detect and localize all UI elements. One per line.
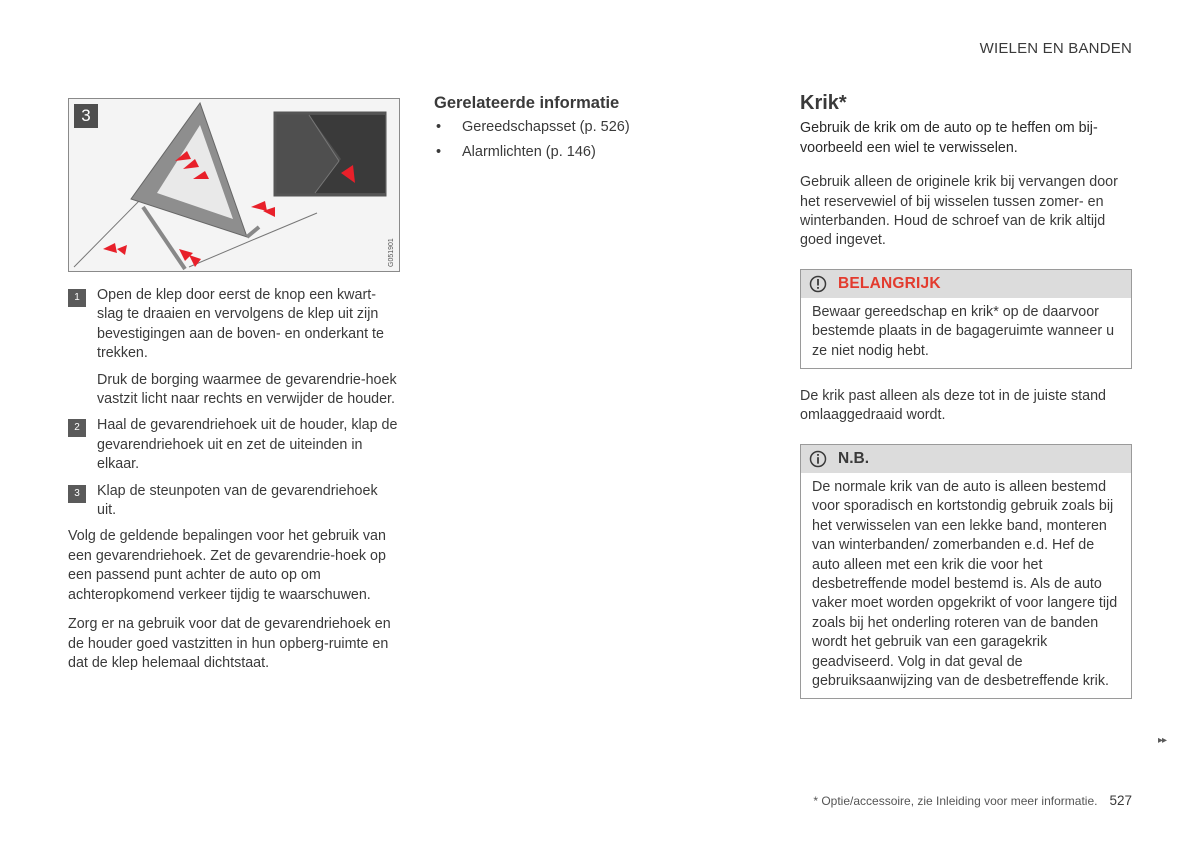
footnote: * Optie/accessoire, zie Inleiding voor meer informatie.	[813, 794, 1098, 808]
step-text: Klap de steunpoten van de gevarendriehoek uit.	[97, 482, 378, 519]
related-list	[434, 115, 764, 165]
step-number: 3	[68, 485, 86, 503]
paragraph: Zorg er na gebruik voor dat de gevarendriehoek en de houder goed vastzitten in hun opberg-ruimte en dat de klep helemaal dichtstaat.	[68, 616, 391, 671]
figure-code: G051901	[388, 238, 395, 267]
step-1	[68, 286, 400, 409]
section-intro: Gebruik de krik om de auto op te heffen om bij-voorbeeld een wiel te verwisselen.	[800, 120, 1098, 156]
note-box	[800, 444, 1132, 699]
paragraph: Gebruik alleen de originele krik bij vervangen door het reservewiel of bij wisselen tussen zomer- en winterbanden. Houd de schroef van de krik altijd goed ingevet.	[800, 174, 1118, 249]
exclamation-circle-icon	[809, 275, 827, 293]
related-link[interactable]: • Gereedschapsset (p. 526)	[434, 115, 764, 140]
page-number: 527	[1109, 793, 1132, 808]
important-header	[801, 270, 1131, 298]
step-text: Haal de gevarendriehoek uit de houder, klap de gevarendriehoek uit en zet de uiteinden in elkaar.	[97, 417, 398, 473]
continue-arrows-icon: ▸▸	[1157, 735, 1166, 746]
figure-badge: 3	[74, 104, 98, 128]
info-circle-icon	[809, 450, 827, 468]
section-title: Krik*	[800, 92, 847, 114]
instructions-column	[68, 286, 400, 683]
paragraph: Volg de geldende bepalingen voor het gebruik van een gevarendriehoek. Zet de gevarendrie-hoek op een passend punt achter de auto op om achteropkomend verkeer tijdig te waarschuwen.	[68, 528, 386, 603]
important-text: Bewaar gereedschap en krik* op de daarvoor bestemde plaats in de bagageruimte wanneer u ze niet nodig hebt.	[812, 303, 1115, 359]
section-header: WIELEN EN BANDEN	[979, 40, 1132, 57]
step-text: Open de klep door eerst de knop een kwart-slag te draaien en vervolgens de klep uit zijn bevestigingen aan de boven- en onderkant te trekken.	[97, 287, 384, 362]
note-text: De normale krik van de auto is alleen bestemd voor sporadisch en kortstondig gebruik zoals bij het verwisselen van een lekke band, monteren van winterbanden/ zomerbanden e.d. Hef de auto alleen met een krik die voor het desbetreffende model bestemd is. Als de auto vaker moet worden opgekrikt of voor langere tijd zoals bij het onderling roteren van de banden wordt het gebruik van een garagekrik geadviseerd. Volg in dat geval de gebruiksaanwijzing van de desbetreffende krik.	[812, 478, 1118, 689]
step-number: 1	[68, 289, 86, 307]
note-header	[801, 445, 1131, 473]
important-box	[800, 269, 1132, 369]
step-2	[68, 416, 400, 474]
warning-triangle-illustration	[68, 98, 400, 272]
related-link[interactable]: • Alarmlichten (p. 146)	[434, 140, 764, 165]
step-text: Druk de borging waarmee de gevarendrie-hoek vastzit licht naar rechts en verwijder de houder.	[97, 371, 397, 408]
important-title: BELANGRIJK	[838, 275, 941, 293]
step-number: 2	[68, 419, 86, 437]
krik-section	[800, 94, 1132, 717]
step-3	[68, 482, 400, 521]
note-title: N.B.	[838, 450, 869, 468]
related-title: Gerelateerde informatie	[434, 94, 620, 112]
related-info	[434, 94, 764, 165]
paragraph: De krik past alleen als deze tot in de juiste stand omlaaggedraaid wordt.	[800, 388, 1106, 424]
footer	[813, 793, 1132, 808]
